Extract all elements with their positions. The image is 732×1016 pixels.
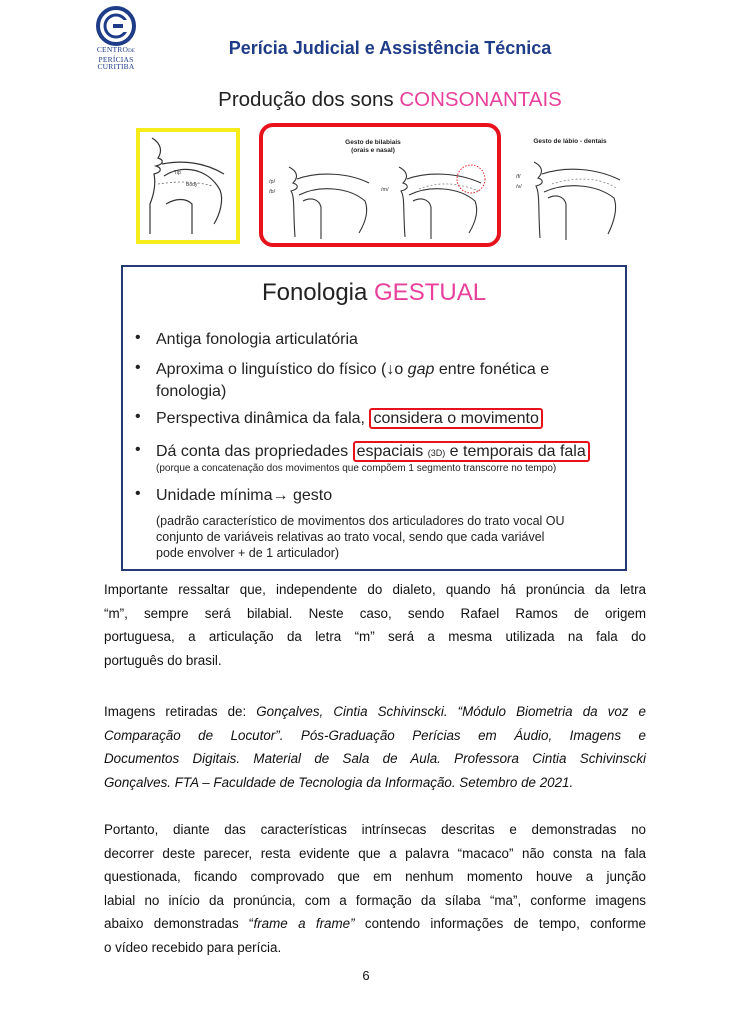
svg-text:/p/: /p/ xyxy=(269,179,276,185)
bilabial-gesture-figure xyxy=(259,123,501,247)
company-logo xyxy=(86,6,146,78)
svg-text:/f/: /f/ xyxy=(516,174,521,180)
gestural-title: Fonologia GESTUAL xyxy=(261,279,487,306)
header-title: Perícia Judicial e Assistência Técnica xyxy=(228,38,552,58)
bilabial-caption: Gesto de bilabiais (orais e nasal) xyxy=(345,139,401,154)
svg-text:/v/: /v/ xyxy=(516,184,522,190)
paragraph-image-source: Imagens retiradas de: Gonçalves, Cintia Schivinscki. “Módulo Biometria da voz e Comparação de Locutor”. Pós-Graduação Perícias em Áudio, Imagens e Documentos Digitais. Material de Sala de Aula. Professora Cintia Schivinscki Gonçalves. FTA – Faculdade de Tecnologia da Informação. Setembro de 2021. xyxy=(104,704,646,790)
highlight-movement: considera o movimento xyxy=(369,408,542,429)
slide-title: Produção dos sons CONSONANTAIS xyxy=(218,88,562,111)
logo-emblem-icon xyxy=(86,6,146,46)
vocal-tract-figure-yellow xyxy=(136,128,240,244)
svg-text:/m/: /m/ xyxy=(381,187,389,193)
svg-text:/b/: /b/ xyxy=(269,189,276,195)
logo-text-line3: CURITIBA xyxy=(97,62,135,71)
bullet-5-note: (padrão característico de movimentos dos articuladores do trato vocal OU conjunto de variáveis relativas ao trato vocal, sendo que cada variável pode envolver + de 1 articulador) xyxy=(156,514,565,560)
labiodental-caption: Gesto de lábio - dentais xyxy=(533,138,607,145)
labiodental-gesture-figure xyxy=(510,130,630,245)
vocal-tract-drawing xyxy=(142,134,234,238)
logo-text-line1: CENTRODE xyxy=(96,45,136,54)
gestural-phonology-box: Fonologia GESTUAL • Antiga fonologia articulatória • Aproxima o linguístico do físico (↓o gap entre fonética e fonologia) • Perspectiva dinâmica da fala, considera o movimento • Dá conta das propriedades espaciais (3D) e temporais da fala (porque a concatenação dos movimentos que compõem 1 segmento transcorre no tempo) • Unidade mínima→ gesto (padrão característico de movimentos dos articuladores do trato vocal OU conjunto de variáveis relativas ao trato vocal, sendo que cada variável pode envolver + de 1 articulador) xyxy=(121,265,627,571)
bilabial-drawing xyxy=(269,161,495,241)
svg-text:Body: Body xyxy=(186,182,198,188)
labiodental-drawing xyxy=(516,158,626,242)
paragraph-bilabial: Importante ressaltar que, independente do dialeto, quando há pronúncia da letra “m”, sempre será bilabial. Neste caso, sendo Rafael Ramos de origem portuguesa, a articulação da letra “m” será a mesma utilizada na fala do português do brasil. xyxy=(104,582,646,668)
highlight-spatial-temporal: espaciais (3D) e temporais da fala xyxy=(353,441,590,462)
paragraph-conclusion: Portanto, diante das características intrínsecas descritas e demonstradas no decorrer deste parecer, resta evidente que a palavra “macaco” não consta na fala questionada, ficando comprovado que em nenhum momento houve a junção labial no início da pronúncia, com a formação da sílaba “ma”, conforme imagens abaixo demonstradas “frame a frame” contendo informações de tempo, conforme o vídeo recebido para perícia. xyxy=(104,822,646,955)
bullet-4-note: (porque a concatenação dos movimentos que compõem 1 segmento transcorre no tempo) xyxy=(156,463,557,474)
page-number: 6 xyxy=(362,968,370,983)
logo-text-line2: PERÍCIAS xyxy=(98,54,134,64)
svg-text:Tip: Tip xyxy=(174,170,181,176)
